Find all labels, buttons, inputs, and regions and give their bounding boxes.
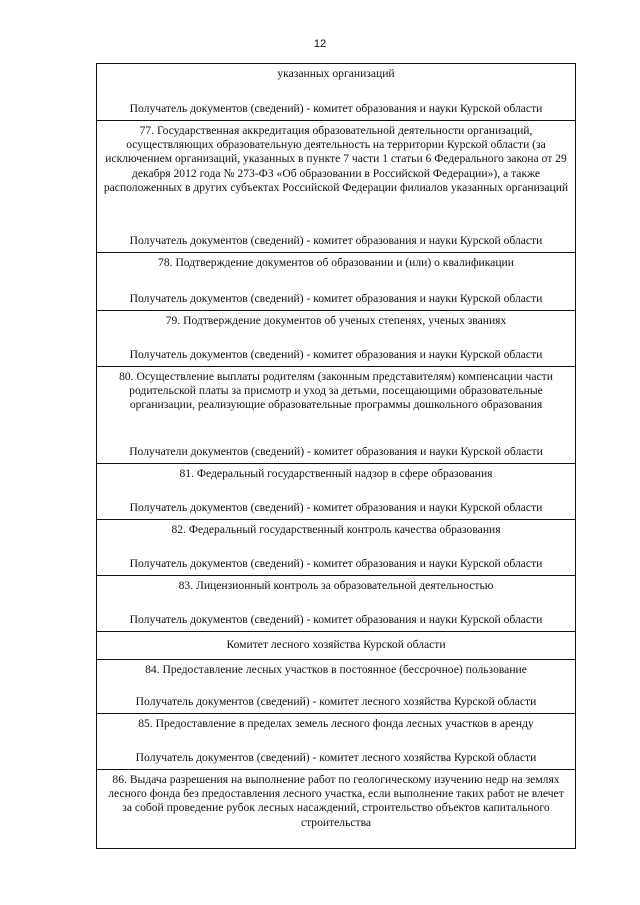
row-recipient: Получатель документов (сведений) - комитет образования и науки Курской области [129,347,543,361]
row-recipient: Получатель документов (сведений) - комитет лесного хозяйства Курской области [135,694,537,708]
services-table [96,63,576,849]
row-title: 79. Подтверждение документов об ученых степенях, ученых званиях [165,314,507,327]
row-recipient: Получатель документов (сведений) - комитет лесного хозяйства Курской области [135,750,537,764]
row-recipient: Получатель документов (сведений) - комитет образования и науки Курской области [129,500,543,514]
row-title: 86. Выдача разрешения на выполнение работ по геологическому изучению недр на землях лесного фонда без предоставления лесного участка, если выполнение таких работ не влечет за собой проведение рубок лесных насаждений, строительство объектов капитального строительства [108,773,564,829]
row-title: 81. Федеральный государственный надзор в сфере образования [179,467,493,480]
row-title: 84. Предоставление лесных участков в постоянное (бессрочное) пользование [145,663,527,676]
table-row-82 [97,520,575,576]
table-row-continuation [97,64,575,121]
row-title: указанных организаций [277,67,395,80]
section-title: Комитет лесного хозяйства Курской области [226,638,446,651]
table-row-81 [97,464,575,520]
table-row-84 [97,660,575,714]
table-row-86 [97,770,575,848]
row-title: 77. Государственная аккредитация образовательной деятельности организаций, осуществляющих образовательную деятельность на территории Курской области (за исключением организаций, указанных в пункте 7 части 1 статьи 6 Федерального закона от 29 декабря 2012 года № 273-ФЗ «Об образовании в Российской Федерации»), а также расположенных в других субъектах Российской Федерации филиалов указанных организаций [103,124,569,194]
table-row-77 [97,121,575,253]
table-row-85 [97,714,575,770]
row-recipient: Получатель документов (сведений) - комитет образования и науки Курской области [129,612,543,626]
row-recipient: Получатель документов (сведений) - комитет образования и науки Курской области [129,291,543,305]
table-row-79 [97,311,575,367]
row-recipient: Получатель документов (сведений) - комитет образования и науки Курской области [129,233,543,247]
row-title: 83. Лицензионный контроль за образовательной деятельностью [178,579,494,592]
row-title: 80. Осуществление выплаты родителям (законным представителям) компенсации части родительской платы за присмотр и уход за детьми, посещающими образовательные организации, реализующие образовательные программы дошкольного образования [119,370,553,412]
row-recipient: Получатель документов (сведений) - комитет образования и науки Курской области [129,556,543,570]
row-title: 78. Подтверждение документов об образовании и (или) о квалификации [158,256,514,269]
row-recipient: Получатель документов (сведений) - комитет образования и науки Курской области [129,101,543,115]
section-header-row [97,632,575,660]
row-title: 85. Предоставление в пределах земель лесного фонда лесных участков в аренду [138,717,534,730]
row-title: 82. Федеральный государственный контроль качества образования [171,523,501,536]
table-row-78 [97,253,575,311]
row-recipient: Получатели документов (сведений) - комитет образования и науки Курской области [129,444,543,458]
page-number: 12 [313,38,327,50]
table-row-80 [97,367,575,464]
table-row-83 [97,576,575,632]
